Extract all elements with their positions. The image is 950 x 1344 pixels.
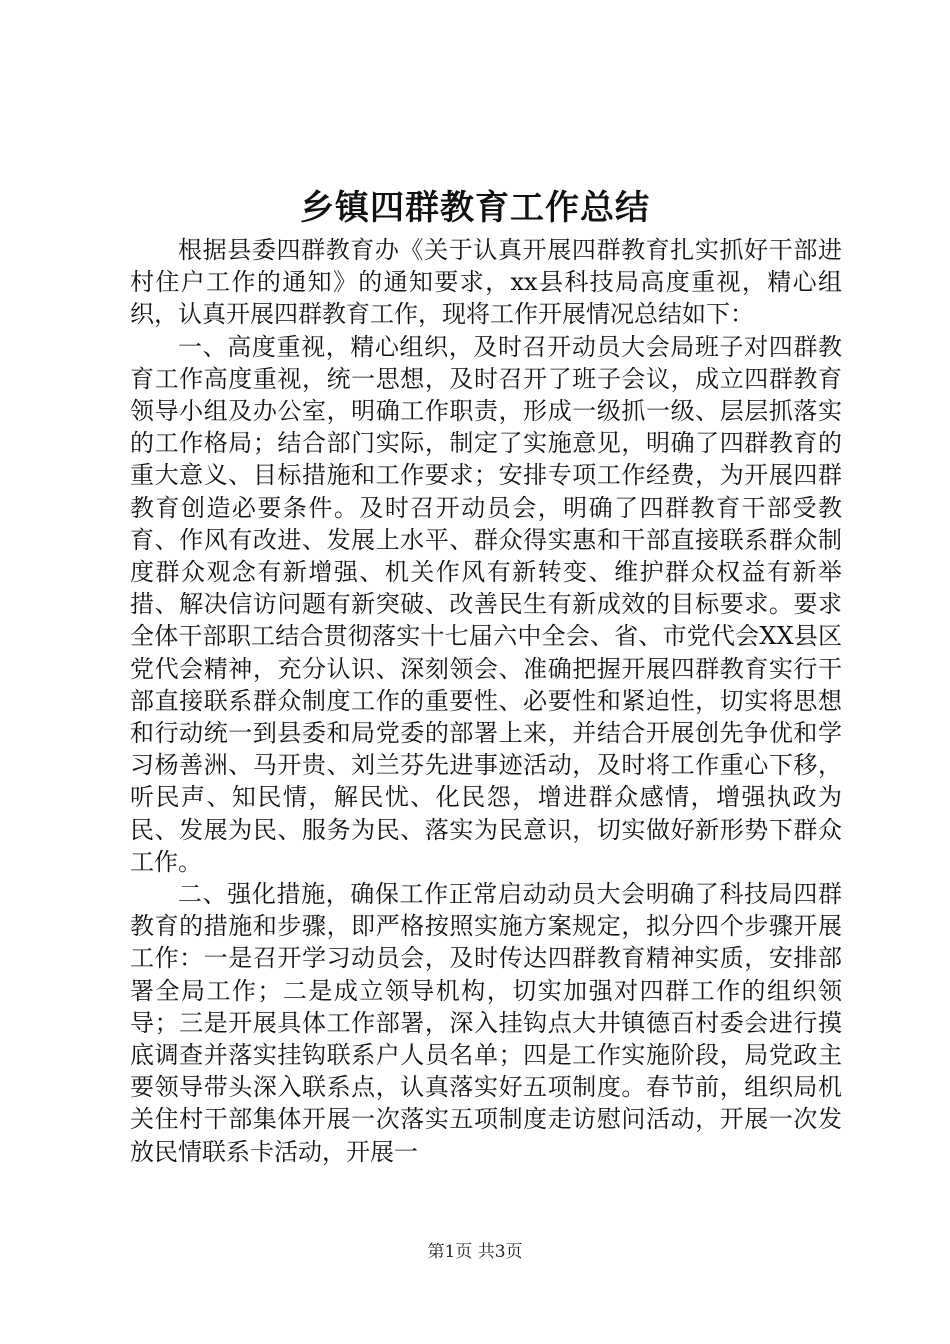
section-two-paragraph: 二、强化措施，确保工作正常启动动员大会明确了科技局四群教育的措施和步骤，即严格按照实施方案规定，拟分四个步骤开展工作：一是召开学习动员会，及时传达四群教育精神实质，安排部署全局工作；二是成立领导机构，切实加强对四群工作的组织领导；三是开展具体工作部署，深入挂钩点大井镇德百村委会进行摸底调查并落实挂钩联系户人员名单；四是工作实施阶段，局党政主要领导带头深入联系点，认真落实好五项制度。春节前，组织局机关住村干部集体开展一次落实五项制度走访慰问活动，开展一次发放民情联系卡活动，开展一: [130, 880, 842, 1166]
intro-paragraph: 根据县委四群教育办《关于认真开展四群教育扎实抓好干部进村住户工作的通知》的通知要求，xx县科技局高度重视，精心组织，认真开展四群教育工作，现将工作开展情况总结如下：: [130, 236, 842, 329]
document-title: 乡镇四群教育工作总结: [300, 188, 650, 228]
page-number-footer: 第1页 共3页: [427, 1242, 523, 1262]
section-one-paragraph: 一、高度重视，精心组织，及时召开动员大会局班子对四群教育工作高度重视，统一思想，及时召开了班子会议，成立四群教育领导小组及办公室，明确工作职责，形成一级抓一级、层层抓落实的工作格局；结合部门实际，制定了实施意见，明确了四群教育的重大意义、目标措施和工作要求；安排专项工作经费，为开展四群教育创造必要条件。及时召开动员会，明确了四群教育干部受教育、作风有改进、发展上水平、群众得实惠和干部直接联系群众制度群众观念有新增强、机关作风有新转变、维护群众权益有新举措、解决信访问题有新突破、改善民生有新成效的目标要求。要求全体干部职工结合贯彻落实十七届六中全会、省、市党代会XX县区党代会精神，充分认识、深刻领会、准确把握开展四群教育实行干部直接联系群众制度工作的重要性、必要性和紧迫性，切实将思想和行动统一到县委和局党委的部署上来，并结合开展创先争优和学习杨善洲、马开贵、刘兰芬先进事迹活动，及时将工作重心下移，听民声、知民情，解民忧、化民怨，增进群众感情，增强执政为民、发展为民、服务为民、落实为民意识，切实做好新形势下群众工作。: [130, 332, 842, 876]
document-body: [130, 234, 842, 1168]
